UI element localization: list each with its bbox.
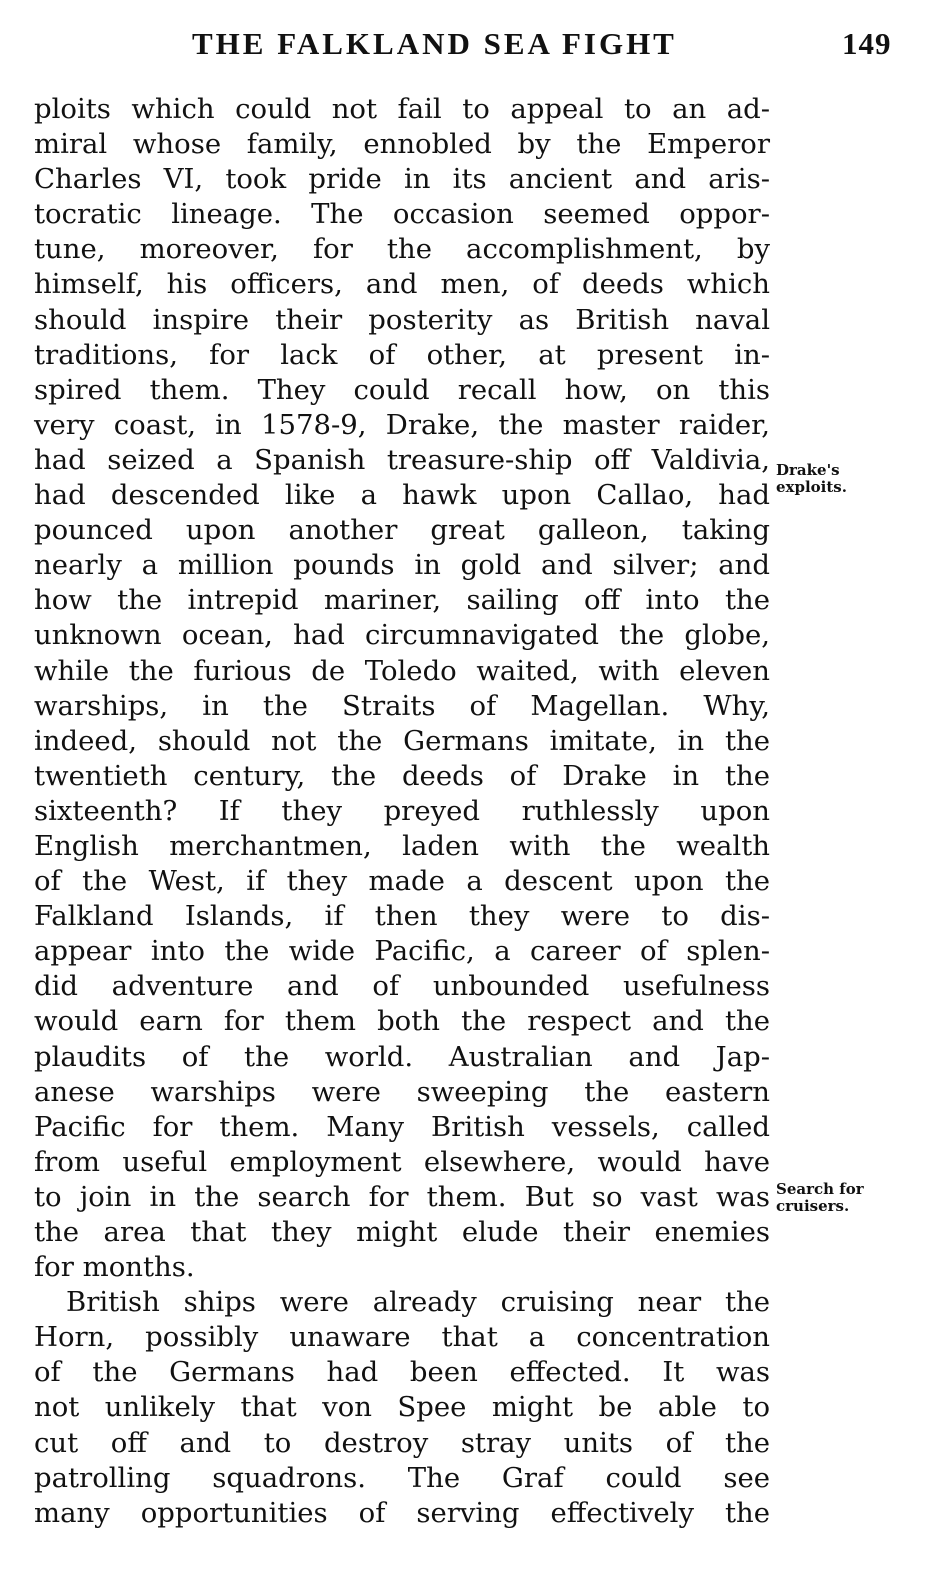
body-text xyxy=(34,92,770,1531)
text-line: anese warships were sweeping the eastern xyxy=(34,1075,770,1108)
text-line: indeed, should not the Germans imitate, in the xyxy=(34,724,770,757)
text-line: of the West, if they made a descent upon the xyxy=(34,865,770,898)
sidenote-line: exploits. xyxy=(776,478,847,496)
sidenote-search-for-cruisers xyxy=(776,1181,864,1215)
running-head xyxy=(0,26,950,70)
text-line: traditions, for lack of other, at present in- xyxy=(34,338,770,371)
text-line: very coast, in 1578-9, Drake, the master raider, xyxy=(34,408,770,441)
text-line: of the Germans had been effected. It was xyxy=(34,1356,770,1389)
text-line: miral whose family, ennobled by the Emperor xyxy=(34,128,770,161)
sidenote-drakes-exploits xyxy=(776,462,847,496)
text-line: many opportunities of serving effectively the xyxy=(34,1496,770,1529)
text-line: Pacific for them. Many British vessels, called xyxy=(34,1110,770,1143)
text-line: English merchantmen, laden with the wealth xyxy=(34,829,770,862)
text-line: plaudits of the world. Australian and Jap- xyxy=(34,1040,770,1073)
text-line: Horn, possibly unaware that a concentration xyxy=(34,1321,770,1354)
text-line: from useful employment elsewhere, would have xyxy=(34,1145,770,1178)
text-line: sixteenth? If they preyed ruthlessly upon xyxy=(34,794,770,827)
text-line: Falkland Islands, if then they were to dis- xyxy=(34,900,770,933)
text-line: ploits which could not fail to appeal to an ad- xyxy=(34,93,770,125)
text-line: tocratic lineage. The occasion seemed oppor- xyxy=(34,198,770,231)
text-line: pounced upon another great galleon, taking xyxy=(34,514,770,547)
paragraph-start-line: British ships were already cruising near the xyxy=(66,1286,770,1319)
text-line: warships, in the Straits of Magellan. Why, xyxy=(34,689,770,722)
page-number: 149 xyxy=(842,26,892,61)
text-line: did adventure and of unbounded usefulness xyxy=(34,970,770,1003)
text-line: not unlikely that von Spee might be able to xyxy=(34,1391,770,1424)
sidenote-line: cruisers. xyxy=(776,1197,850,1215)
text-line: should inspire their posterity as British naval xyxy=(34,303,770,336)
running-title: THE FALKLAND SEA FIGHT xyxy=(192,26,677,61)
text-line: the area that they might elude their enemies xyxy=(34,1216,770,1248)
sidenote-line: Drake's xyxy=(776,461,840,479)
sidenote-line: Search for xyxy=(776,1180,864,1198)
text-line: unknown ocean, had circumnavigated the globe, xyxy=(34,619,770,652)
text-line: would earn for them both the respect and the xyxy=(34,1005,770,1038)
text-line: patrolling squadrons. The Graf could see xyxy=(34,1461,770,1494)
text-line: spired them. They could recall how, on this xyxy=(34,373,770,406)
text-line: cut off and to destroy stray units of the xyxy=(34,1426,770,1459)
text-line: himself, his officers, and men, of deeds which xyxy=(34,268,770,301)
text-line: while the furious de Toledo waited, with eleven xyxy=(34,654,770,687)
text-line: tune, moreover, for the accomplishment, by xyxy=(34,233,770,266)
text-line: how the intrepid mariner, sailing off into the xyxy=(34,584,770,617)
paragraph-end-line: for months. xyxy=(34,1251,195,1284)
text-line: twentieth century, the deeds of Drake in the xyxy=(34,759,770,792)
text-line: to join in the search for them. But so vast was xyxy=(34,1180,770,1213)
text-line: nearly a million pounds in gold and silver; and xyxy=(34,549,770,582)
text-line: Charles VI, took pride in its ancient and aris- xyxy=(34,163,770,196)
text-line: had descended like a hawk upon Callao, had xyxy=(34,479,770,512)
text-line: appear into the wide Pacific, a career of splen- xyxy=(34,935,770,968)
text-line: had seized a Spanish treasure-ship off Valdivia, xyxy=(34,443,770,476)
